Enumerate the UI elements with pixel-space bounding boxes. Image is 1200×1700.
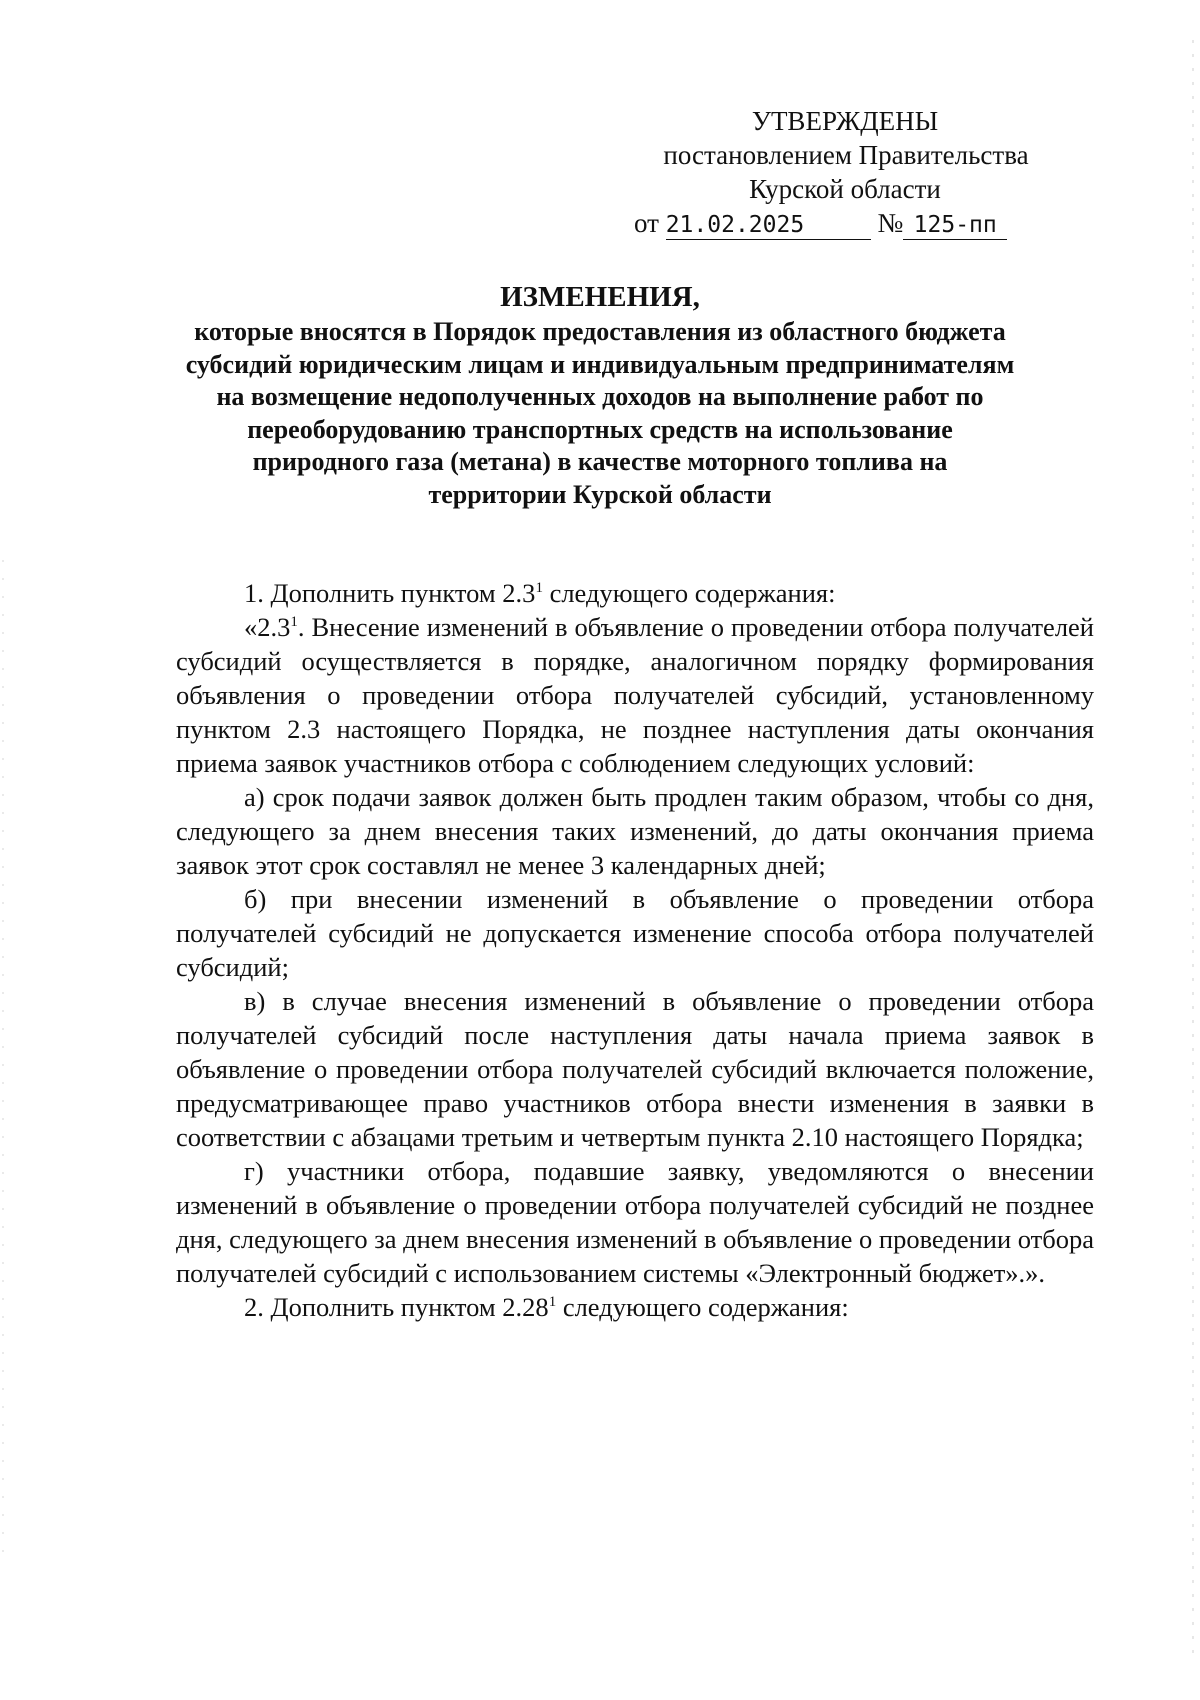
document-subtitle: которые вносятся в Порядок предоставления из областного бюджета субсидий юридическим лицам и индивидуальным предпринимателям на возмещение недополученных доходов на выполнение работ по переоборудованию транспортных средств на использование природного газа (метана) в качестве моторного топлива на территории Курской области — [185, 317, 1015, 509]
item-2-prefix: 2. Дополнить пунктом 2.28 — [244, 1292, 549, 1322]
paragraph-2-3-1-prefix: «2.3 — [244, 612, 291, 642]
document-title: ИЗМЕНЕНИЯ, — [500, 281, 700, 313]
subparagraph-g: г) участники отбора, подавшие заявку, уведомляются о внесении изменений в объявление о проведении отбора получателей субсидий не позднее дня, следующего за днем внесения изменений в объявление о проведении отбора получателей субсидий с использованием системы «Электронный бюджет».». — [176, 1156, 1094, 1288]
scan-edge-artifact-left — [2, 560, 4, 1560]
item-2 — [176, 1290, 1094, 1324]
date-prefix: от — [634, 208, 659, 238]
item-1-suffix: следующего содержания: — [542, 578, 836, 608]
item-1-prefix: 1. Дополнить пунктом 2.3 — [244, 578, 536, 608]
paragraph-2-3-1-sup: 1 — [290, 614, 298, 631]
scan-edge-artifact — [1192, 40, 1194, 1660]
date-field — [666, 211, 871, 240]
date-value: 21.02.2025 — [665, 212, 805, 238]
subparagraph-b: б) при внесении изменений в объявление о проведении отбора получателей субсидий не допускается изменение способа отбора получателей субсидий; — [176, 884, 1094, 982]
approval-issuer: постановлением Правительства — [663, 140, 1029, 170]
item-1 — [176, 576, 1094, 610]
number-value: 125-пп — [913, 212, 997, 238]
paragraph-2-3-1 — [176, 610, 1094, 780]
item-2-sup: 1 — [548, 1294, 557, 1311]
approval-date-number — [634, 206, 1094, 240]
subparagraph-v: в) в случае внесения изменений в объявление о проведении отбора получателей субсидий после наступления даты начала приема заявок в объявление о проведении отбора получателей субсидий включается положение, предусматривающее право участников отбора внести изменения в заявки в соответствии с абзацами третьим и четвертым пункта 2.10 настоящего Порядка; — [176, 986, 1094, 1152]
document-title-block — [120, 278, 1080, 511]
document-body — [176, 576, 1094, 1324]
approval-title: УТВЕРЖДЕНЫ — [751, 106, 939, 136]
number-prefix: № — [877, 208, 904, 238]
paragraph-2-3-1-text: . Внесение изменений в объявление о проведении отбора получателей субсидий осуществляется в порядке, аналогичном порядку формирования объявления о проведении отбора получателей субсидий, установленному пунктом 2.3 настоящего Порядка, не позднее наступления даты окончания приема заявок участников отбора с соблюдением следующих условий: — [176, 612, 1094, 778]
item-2-suffix: следующего содержания: — [556, 1292, 849, 1322]
approval-region: Курской области — [749, 174, 941, 204]
number-field — [903, 211, 1007, 240]
subparagraph-a: а) срок подачи заявок должен быть продлен таким образом, чтобы со дня, следующего за днем внесения таких изменений, до даты окончания приема заявок этот срок составлял не менее 3 календарных дней; — [176, 782, 1094, 880]
item-1-sup: 1 — [535, 580, 543, 597]
